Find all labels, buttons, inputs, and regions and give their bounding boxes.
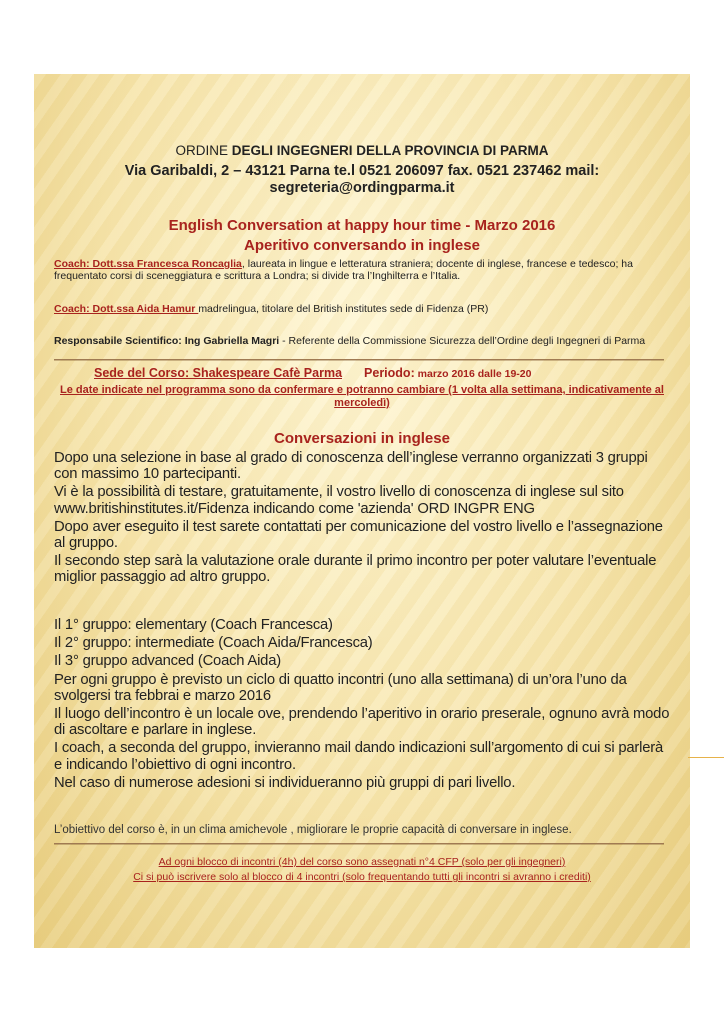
coach-1: [54, 258, 674, 282]
intro-paragraphs: [54, 450, 670, 586]
detail-item: Per ogni gruppo è previsto un ciclo di quatto incontri (uno alla settimana) di un’ora l’uno da svolgersi tra febbrai e marzo 2016: [54, 671, 627, 704]
course-objective: L’obiettivo del corso è, in un clima amichevole , migliorare le proprie capacità di conversare in inglese.: [54, 824, 572, 836]
group-item: Il 2° gruppo: intermediate (Coach Aida/Francesca): [54, 635, 373, 652]
coach-2-name: Coach: Dott.ssa Aida Hamur: [54, 303, 199, 315]
venue-sede: Sede del Corso: Shakespeare Cafè Parma: [94, 366, 343, 380]
org-prefix: ORDINE: [175, 143, 232, 158]
section-title: Conversazioni in inglese: [274, 430, 450, 447]
dates-notice: Le date indicate nel programma sono da confermare e potranno cambiare (1 volta alla settimana, indicativamente al mercoledì): [60, 384, 664, 409]
venue-periodo-value: marzo 2016 dalle 19-20: [414, 368, 532, 380]
org-header: [34, 143, 690, 158]
org-name: DEGLI INGEGNERI DELLA PROVINCIA DI PARMA: [231, 143, 549, 158]
venue-periodo-label: Periodo:: [364, 366, 415, 380]
divider-top: [54, 359, 664, 360]
address-line-1: Via Garibaldi, 2 – 43121 Parna te.l 0521 206097 fax. 0521 237462 mail:: [124, 163, 600, 179]
footer-credits: Ad ogni blocco di incontri (4h) del corso sono assegnati n°4 CFP (solo per gli ingegneri): [158, 856, 566, 868]
detail-item: Nel caso di numerose adesioni si individueranno più gruppi di pari livello.: [54, 774, 516, 791]
venue-line: [94, 366, 674, 380]
groups-and-details: [54, 617, 670, 791]
address-line-2: segreteria@ordingparma.it: [269, 180, 455, 196]
coach-2: [54, 303, 674, 315]
course-subtitle: Aperitivo conversando in inglese: [244, 237, 480, 254]
coach-1-desc: , laureata in lingue e letteratura straniera; docente di inglese, francese e tedesco; ha frequentato corsi di sceneggiatura e scrittura a Londra; si divide tra l’Inghilterra e l’Italia.: [54, 258, 633, 282]
divider-bottom: [54, 843, 664, 844]
detail-item: I coach, a seconda del gruppo, invieranno mail dando indicazioni sull’argomento di cui si parlerà e indicando l’obiettivo di ogni incontro.: [54, 740, 664, 773]
group-item: Il 1° gruppo: elementary (Coach Francesca): [54, 617, 333, 633]
course-title: English Conversation at happy hour time - Marzo 2016: [168, 217, 556, 234]
paragraph: Vi è la possibilità di testare, gratuitamente, il vostro livello di conoscenza di inglese sul sito www.britishinstitutes.it/Fidenza indicando come 'azienda' ORD INGPR ENG: [54, 484, 624, 517]
footer-enrollment: Ci si può iscrivere solo al blocco di 4 incontri (solo frequentando tutti gli incontri si avranno i crediti): [133, 871, 591, 883]
edge-accent-line: [688, 757, 724, 758]
coach-2-desc: madrelingua, titolare del British institutes sede di Fidenza (PR): [198, 303, 489, 315]
responsible: [54, 335, 674, 347]
paragraph: Il secondo step sarà la valutazione orale durante il primo incontro per poter valutare l’eventuale miglior passaggio ad altro gruppo.: [54, 553, 657, 586]
responsible-desc: - Referente della Commissione Sicurezza dell’Ordine degli Ingegneri di Parma: [279, 335, 646, 347]
paragraph: Dopo una selezione in base al grado di conoscenza dell’inglese verranno organizzati 3 gruppi con massimo 10 partecipanti.: [54, 450, 648, 483]
group-item: Il 3° gruppo advanced (Coach Aida): [54, 653, 281, 670]
document-slide: [34, 74, 690, 948]
detail-item: Il luogo dell’incontro è un locale ove, prendendo l’aperitivo in orario preserale, ognuno avrà modo di ascoltare e parlare in inglese.: [54, 706, 670, 739]
responsible-label: Responsabile Scientifico: Ing Gabriella Magri: [54, 335, 280, 347]
coach-1-name: Coach: Dott.ssa Francesca Roncaglia: [54, 258, 242, 270]
paragraph: Dopo aver eseguito il test sarete contattati per comunicazione del vostro livello e l’assegnazione al gruppo.: [54, 518, 663, 552]
